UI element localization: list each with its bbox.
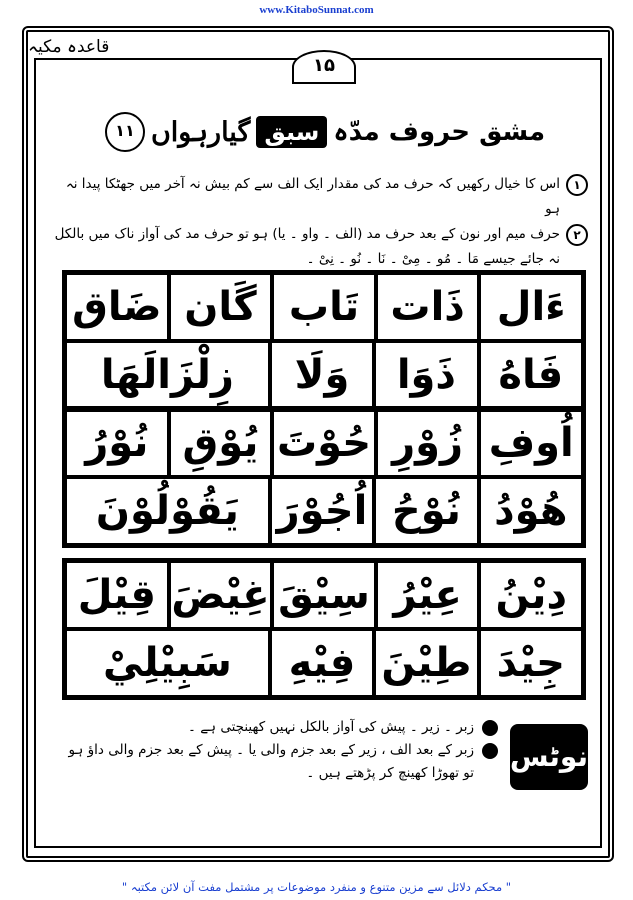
notes-badge: نوٹس	[510, 724, 588, 790]
word-cell: گَان	[169, 273, 273, 341]
bullet-icon	[482, 720, 498, 736]
note-number: ۱	[566, 174, 588, 196]
grid-row	[65, 341, 583, 409]
lesson-number: ۱۱	[105, 112, 145, 152]
bullet-icon	[482, 743, 498, 759]
word-cell: تَاب	[272, 273, 376, 341]
instruction-notes	[48, 172, 588, 272]
word-cell: فِيْهِ	[270, 629, 374, 697]
word-cell: سَبِيْلِيْ	[65, 629, 270, 697]
word-cell: زُوْرِ	[376, 409, 480, 477]
word-cell: نُوْحُ	[374, 477, 478, 545]
page-number: ۱۵	[292, 50, 356, 84]
corner-label: قاعدہ مکیہ	[28, 37, 110, 57]
practice-grid-ya	[62, 558, 586, 700]
word-cell: وَلَا	[270, 341, 374, 409]
practice-grid-waw	[62, 406, 586, 548]
word-cell: ءَال	[479, 273, 583, 341]
grid-row	[65, 409, 583, 477]
word-cell: اُجُوْرَ	[270, 477, 374, 545]
footer-note	[58, 739, 498, 785]
word-cell: ذَات	[376, 273, 480, 341]
word-cell: فَاهُ	[479, 341, 583, 409]
word-cell: سِيْقَ	[272, 561, 376, 629]
footer-bullets	[58, 716, 498, 785]
word-cell: هُوْدُ	[479, 477, 583, 545]
word-cell: قِيْلَ	[65, 561, 169, 629]
footer-note	[58, 716, 498, 739]
lesson-subtitle: مشق حروف مدّہ	[333, 117, 546, 147]
grid-row	[65, 273, 583, 341]
lesson-title: گیارہواں	[150, 116, 251, 148]
bottom-tagline: " محکم دلائل سے مزین متنوع و منفرد موضوعات پر مشتمل مفت آن لائن مکتبہ "	[121, 880, 512, 894]
note-text: اس کا خیال رکھیں کہ حرف مد کی مقدار ایک الف سے کم بیش نہ آخر میں جھٹکا پیدا نہ ہو	[65, 176, 560, 217]
footer-note-text: زبر کے بعد الف ، زیر کے بعد جزم والی یا ۔ پیش کے بعد جزم والی داؤ ہو تو تھوڑا کھینچ کر پڑھتے ہیں ۔	[68, 742, 474, 781]
note-text: حرف میم اور نون کے بعد حرف مد (الف ۔ واو ۔ یا) ہو تو حرف مد کی آواز ناک میں بالکل نہ جائے جیسے مَا ۔ مُو ۔ مِیْ ۔ نَا ۔ نُو ۔ نِیْ ۔	[54, 226, 560, 267]
word-cell: طِيْنَ	[374, 629, 478, 697]
word-cell: حُوْتَ	[272, 409, 376, 477]
word-cell: نُوْرُ	[65, 409, 169, 477]
grid-row	[65, 561, 583, 629]
word-cell: يَقُوْلُوْنَ	[65, 477, 270, 545]
word-cell: دِيْنُ	[479, 561, 583, 629]
note-item	[48, 172, 588, 222]
word-cell: عِيْرُ	[376, 561, 480, 629]
word-cell: زِلْزَالَهَا	[65, 341, 270, 409]
word-cell: اُوفِ	[479, 409, 583, 477]
word-cell: جِيْدَ	[479, 629, 583, 697]
site-url[interactable]: www.KitaboSunnat.com	[259, 4, 374, 16]
footer-note-text: زبر ۔ زیر ۔ پیش کی آواز بالکل نہیں کھینچتی ہے ۔	[188, 719, 474, 735]
word-cell: يُوْقِ	[169, 409, 273, 477]
grid-row	[65, 477, 583, 545]
word-cell: غِيْضَ	[169, 561, 273, 629]
lesson-title-box: سبق	[256, 116, 327, 148]
note-item	[48, 222, 588, 272]
lesson-header	[95, 108, 555, 156]
grid-row	[65, 629, 583, 697]
word-cell: ضَاق	[65, 273, 169, 341]
practice-grid-alif	[62, 270, 586, 412]
note-number: ۲	[566, 224, 588, 246]
word-cell: ذَوَا	[374, 341, 478, 409]
